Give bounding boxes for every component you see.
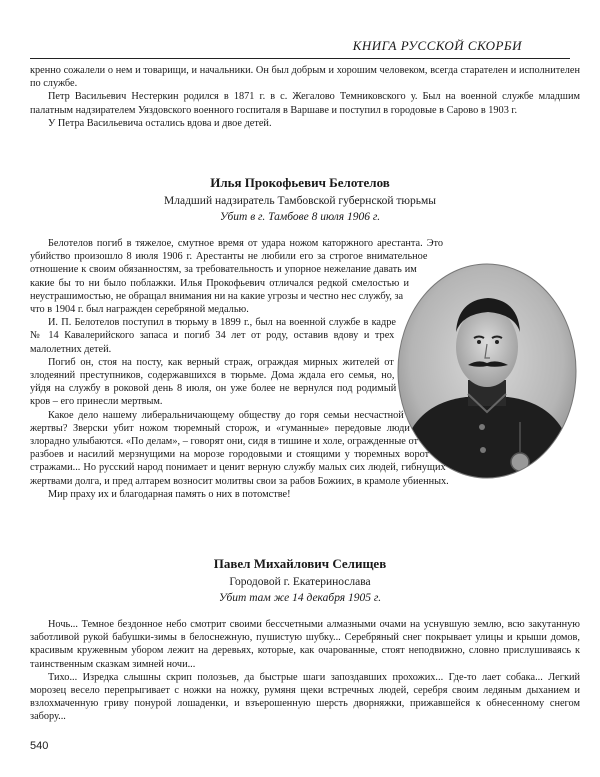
intro-text: [30, 64, 580, 130]
section1-paragraph: Мир праху их и благодарная память о них в потомстве!: [48, 488, 291, 500]
section2-paragraph: Тихо... Изредка слышны скрип полозьев, да быстрые шаги запоздавших прохожих... Где-то лает собака... Легкий морозец весело перепрыгивает с ножки на ножку, румяня щеки встречных людей, серебря своим ледяным дыханием и взлохмаченную гриву понурой лошаденки, и взъерошенную шерсть дворняжки, прижавшейся к обнесенному снегом забору...: [30, 671, 580, 723]
section1-body: [30, 237, 580, 501]
section1-paragraph: Какое дело нашему либеральничающему обществу до горя семьи несчастной жертвы? Зверски убит ножом тюремный сторож, и «гуманные» передовые люди злорадно улыбаются. «По делам», – говорят они, сидя в тишине и холе, огражденные от разбоев и насилий мерзнущими на морозе городовыми и стоящими у тюремных ворот стражами... Но русский народ понимает и ценит верную службу малых сих людей, гибнущих жертвами долга, и пред алтарем возносит молитвы свои за рабов Божиих, в крамоле убиенных.: [30, 409, 449, 487]
section1-name: Илья Прокофьевич Белотелов: [210, 175, 390, 190]
intro-paragraph: Петр Васильевич Нестеркин родился в 1871 г. в с. Жегалово Темниковского у. Был на военной службе младшим палатным надзирателем Уяздовского военного госпиталя в Варшаве и поступил в городовые в Сарово в 1903 г.: [30, 91, 580, 116]
section2-body: [30, 618, 580, 724]
intro-paragraph: У Петра Васильевича остались вдова и двое детей.: [48, 117, 272, 129]
section1-position: Младший надзиратель Тамбовской губернской тюрьмы: [164, 195, 436, 207]
section2-killed-line: Убит там же 14 декабря 1905 г.: [218, 592, 382, 604]
section1-paragraph: Погиб он, стоя на посту, как верный страж, ограждая мирных жителей от злодеяний преступников, содержавшихся в тюрьме. Дома ждала его семья, но, уйдя на службу в роковой день 8 июля, он уже более не вернулся под родимый кров – его принесли мертвым.: [30, 356, 397, 408]
running-header: [30, 36, 570, 59]
section1-paragraph: Белотелов погиб в тяжелое, смутное время от удара ножом каторжного арестанта. Это убийство произошло 8 июля 1906 г. Арестанты не любили его за строгое внимательное отношение к своим обязанностям, за требовательность и упорное нежелание давать им какие бы то ни было поблажки. Илья Прокофьевич отличался редкой смелостью и неустрашимостью, не обращал внимания ни на какие угрозы и честно нес службу, за что в 1904 г. был награжден серебряной медалью.: [30, 238, 444, 316]
section2-position: Городовой г. Екатеринослава: [229, 576, 371, 588]
section1-killed-line: Убит в г. Тамбове 8 июля 1906 г.: [219, 211, 381, 223]
running-title: КНИГА РУССКОЙ СКОРБИ: [352, 38, 522, 53]
page-number: 540: [30, 740, 49, 752]
section2-paragraph: Ночь... Темное бездонное небо смотрит своими бессчетными алмазными очами на уснувшую землю, всю закутанную заботливой рукой бабушки-зимы в белоснежную, пушистую шубку... Серебряный снег покрывает улицы и крыши домов, красивым кружевным убором лежит на деревьях, которые, как очарованные, стоят неподвижно, словно прислушиваясь к таинственным сказкам зимней ночи...: [30, 619, 580, 670]
intro-paragraph: кренно сожалели о нем и товарищи, и начальники. Он был добрым и хорошим человеком, всегда старателен и исполнителен по службе.: [30, 65, 580, 90]
section1-paragraph: И. П. Белотелов поступил в тюрьму в 1899 г., был на военной службе в кадре № 14 Кавалерийского запаса и погиб 34 лет от роду, оставив вдову и трех малолетних детей.: [30, 317, 396, 355]
section2-name: Павел Михайлович Селищев: [213, 556, 387, 571]
